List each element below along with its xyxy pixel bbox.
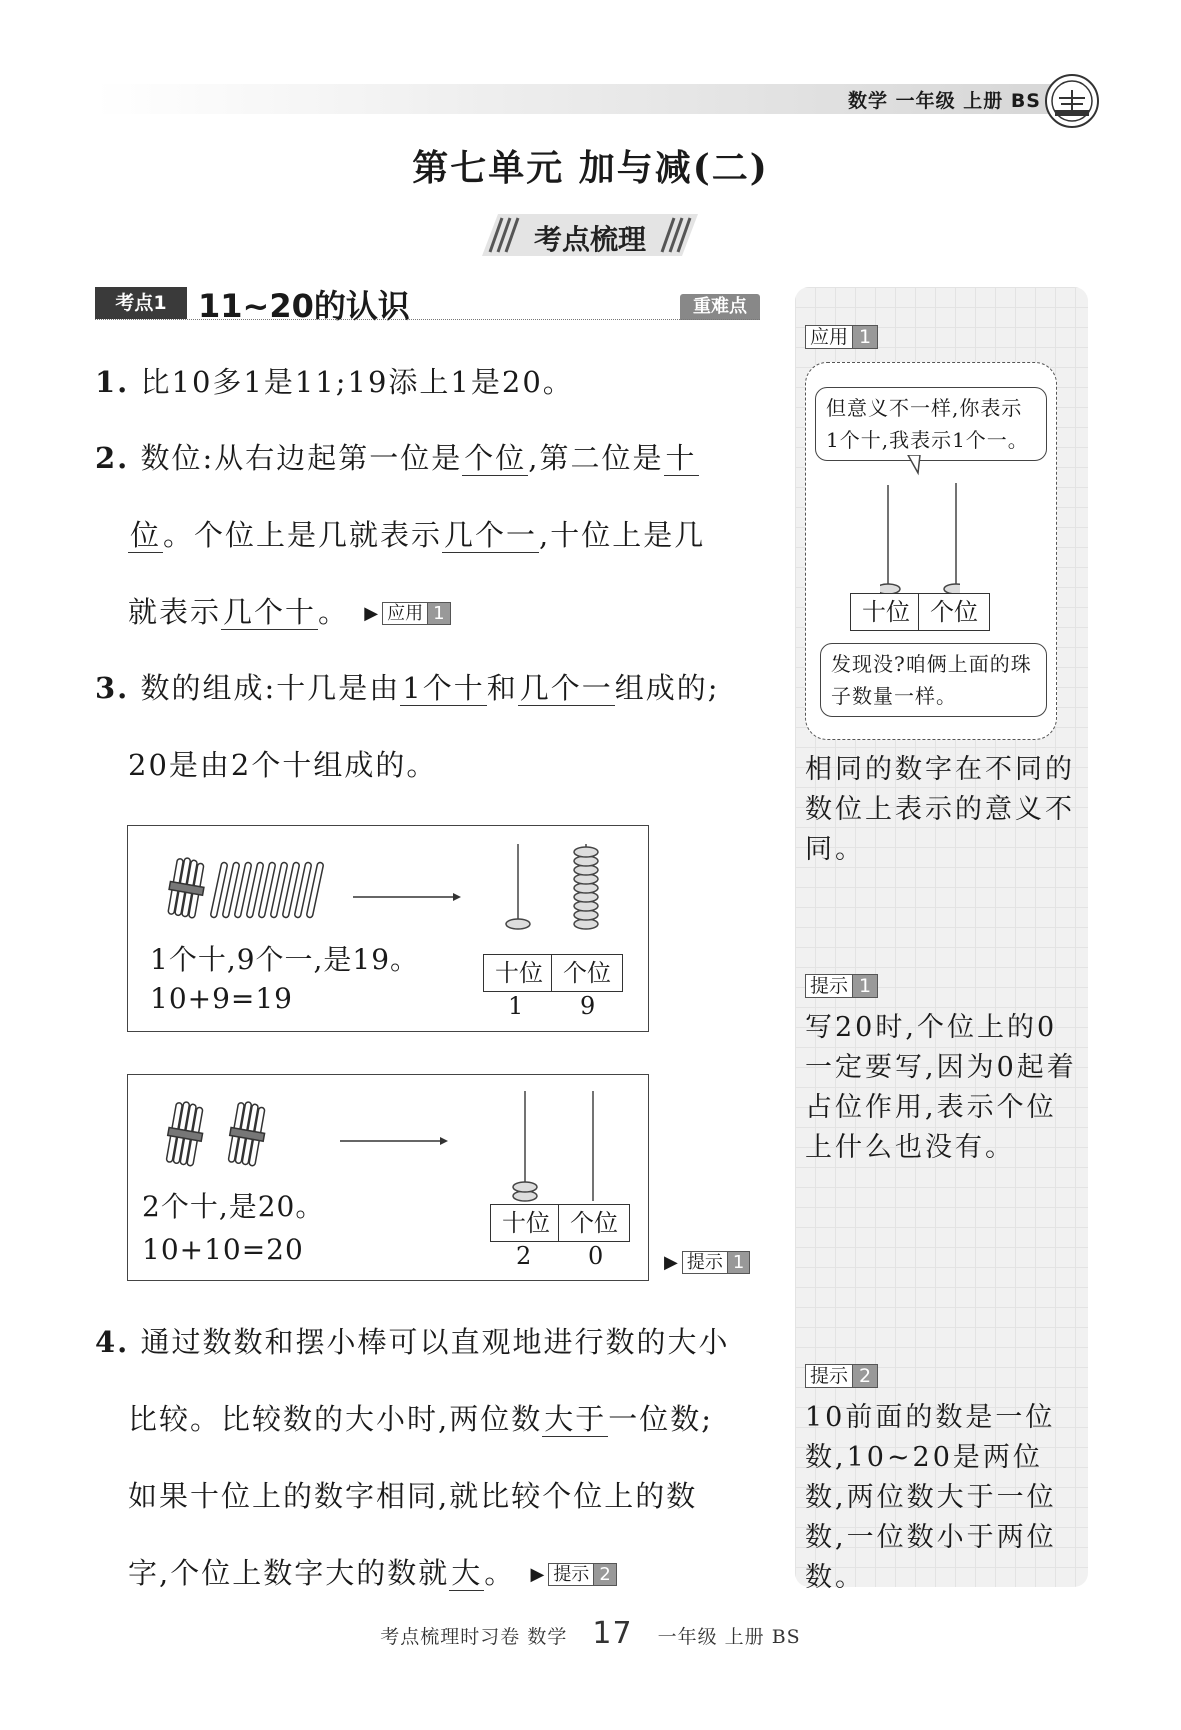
text-run: 。个位上是几就表示 <box>163 518 443 552</box>
triangle-arrow-icon: ▶ <box>364 603 379 624</box>
ones-label: 个位 <box>918 593 990 631</box>
side-tag-tip-2 <box>805 1363 878 1389</box>
subject-info: 数学 一年级 上册 BS <box>847 90 1041 112</box>
abacus-bead <box>574 847 598 857</box>
tag-label: 提示 <box>805 1364 853 1388</box>
speech-bubble-top: 但意义不一样,你表示1个十,我表示1个一。 <box>815 387 1047 461</box>
abacus-bead <box>506 919 530 929</box>
ref-num: 2 <box>594 1563 616 1586</box>
answer-blank: 大于 <box>544 1402 607 1436</box>
ref-num: 1 <box>728 1251 750 1274</box>
item-number: 2. <box>95 441 130 475</box>
ref-label: 提示 <box>682 1251 728 1274</box>
ref-tip-1[interactable] <box>664 1251 750 1275</box>
answer-blank: 1个十 <box>402 671 485 705</box>
ones-label: 个位 <box>551 954 623 992</box>
text-run: 。 <box>484 1556 516 1590</box>
answer-blank: 位 <box>130 518 162 552</box>
application-1-text: 相同的数字在不同的数位上表示的意义不同。 <box>805 754 1075 865</box>
answer-blank: 个位 <box>464 441 527 475</box>
text-run: 通过数数和摆小棒可以直观地进行数的大小 <box>140 1325 730 1359</box>
ref-label: 提示 <box>548 1563 594 1586</box>
text-run: 数位:从右边起第一位是 <box>140 441 463 475</box>
tag-num: 1 <box>853 974 878 998</box>
text-run: 数的组成:十几是由 <box>140 671 401 705</box>
ones-digit: 0 <box>588 1242 605 1270</box>
side-tag-tip-1 <box>805 973 878 999</box>
figure-19 <box>127 825 649 1032</box>
two-stick-bundles-icon <box>163 1100 273 1175</box>
text-run: ,第二位是 <box>528 441 664 475</box>
item-3-line-1 <box>95 668 720 708</box>
fig1-caption-2: 10+9=19 <box>150 982 293 1015</box>
fig1-caption-1: 1个十,9个一,是19。 <box>150 943 420 976</box>
text-run: ,十位上是几 <box>539 518 706 552</box>
key-point-badge: 重难点 <box>680 294 760 320</box>
tip-2-text: 10前面的数是一位数,10~20是两位数,两位数大于一位数,一位数小于两位数。 <box>805 1402 1057 1593</box>
kaodian-title: 11~20的认识 <box>198 287 410 325</box>
text-run: 和 <box>486 671 518 705</box>
section-title: 考点梳理 <box>533 223 646 256</box>
answer-blank: 几个一 <box>519 671 613 705</box>
item-4-line-2 <box>128 1399 713 1439</box>
item-2-line-1 <box>95 438 699 478</box>
tip-1-text: 写20时,个位上的0一定要写,因为0起着占位作用,表示个位上什么也没有。 <box>805 1012 1077 1163</box>
item-text: 比10多1是11;19添上1是20。 <box>140 365 574 399</box>
figure-20 <box>127 1074 649 1281</box>
text-run: 比较。比较数的大小时,两位数 <box>128 1402 543 1436</box>
abacus-20 <box>490 1083 620 1203</box>
answer-blank: 几个一 <box>444 518 538 552</box>
tens-digit: 1 <box>508 992 525 1020</box>
fig2-caption-2: 10+10=20 <box>142 1233 304 1266</box>
ref-tip-2[interactable] <box>530 1563 616 1587</box>
tens-digit: 2 <box>516 1242 533 1270</box>
triangle-arrow-icon: ▶ <box>664 1252 678 1273</box>
section-banner <box>480 212 700 258</box>
fig2-caption-1: 2个十,是20。 <box>142 1190 325 1223</box>
item-number: 3. <box>95 671 130 705</box>
tag-num: 2 <box>853 1364 878 1388</box>
arrow-right-icon <box>340 1135 450 1147</box>
ref-application-1[interactable] <box>364 602 450 626</box>
abacus-bead <box>513 1182 537 1192</box>
answer-blank: 几个十 <box>223 595 317 629</box>
item-number: 4. <box>95 1325 130 1359</box>
speech-bubble-bottom: 发现没?咱俩上面的珠子数量一样。 <box>820 643 1047 717</box>
ones-digit: 9 <box>580 992 597 1020</box>
answer-blank: 十 <box>665 441 697 475</box>
text-run: 。 <box>318 595 350 629</box>
heading-divider <box>95 319 760 320</box>
side-tag-application-1 <box>805 324 878 350</box>
item-2-line-3 <box>128 592 451 632</box>
text-run: 就表示 <box>128 595 222 629</box>
tag-label: 提示 <box>805 974 853 998</box>
item-3-line-2: 20是由2个十组成的。 <box>128 748 438 782</box>
page-footer <box>0 1616 1181 1651</box>
item-1 <box>95 362 574 402</box>
arrow-right-icon <box>353 891 463 903</box>
tag-label: 应用 <box>805 325 853 349</box>
text-run: 一位数; <box>608 1402 714 1436</box>
sticks-bundle-and-nine-sticks-icon <box>158 856 328 926</box>
triangle-arrow-icon: ▶ <box>530 1564 545 1585</box>
ref-num: 1 <box>428 602 450 625</box>
abacus-19 <box>483 836 613 931</box>
item-4-line-4 <box>128 1553 617 1593</box>
ref-label: 应用 <box>382 602 428 625</box>
item-4-line-3: 如果十位上的数字相同,就比较个位上的数 <box>128 1479 698 1513</box>
unit-title: 第七单元 加与减(二) <box>412 147 769 189</box>
footer-right: 一年级 上册 BS <box>657 1626 801 1648</box>
answer-blank: 大 <box>451 1556 483 1590</box>
item-4-line-1 <box>95 1322 730 1362</box>
item-2-line-2 <box>128 515 705 555</box>
tens-label: 十位 <box>490 1204 562 1242</box>
item-number: 1. <box>95 365 130 399</box>
tens-label: 十位 <box>483 954 555 992</box>
text-run: 字,个位上数字大的数就 <box>128 1556 450 1590</box>
page-number: 17 <box>592 1616 633 1651</box>
text-run: 组成的; <box>614 671 720 705</box>
kaodian-tag: 考点1 <box>95 287 187 319</box>
tens-label: 十位 <box>850 593 922 631</box>
ones-label: 个位 <box>558 1204 630 1242</box>
mini-abacus <box>880 455 960 605</box>
tag-num: 1 <box>853 325 878 349</box>
publisher-logo <box>1045 74 1099 128</box>
footer-left: 考点梳理时习卷 数学 <box>380 1626 568 1648</box>
